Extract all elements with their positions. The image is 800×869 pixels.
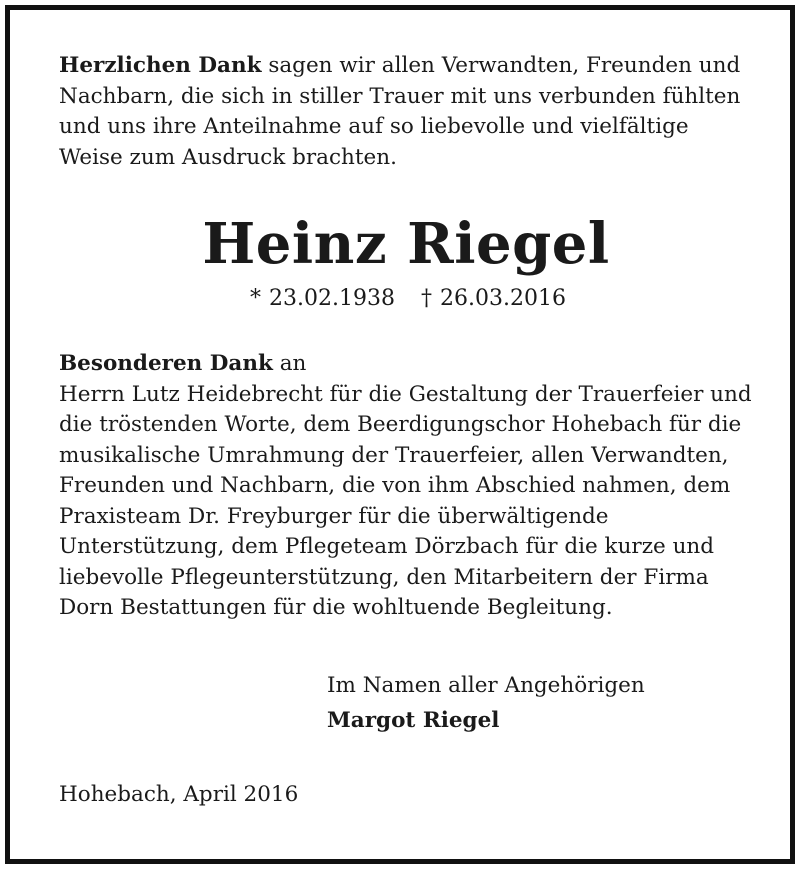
deceased-name: Heinz Riegel bbox=[202, 211, 610, 277]
special-thanks-section bbox=[59, 349, 759, 624]
intro-bold-lead: Herzlichen Dank bbox=[59, 53, 262, 78]
death-date: † 26.03.2016 bbox=[421, 286, 566, 311]
special-thanks-heading bbox=[59, 349, 759, 380]
signature-name: Margot Riegel bbox=[327, 707, 500, 733]
special-thanks-bold-lead: Besonderen Dank bbox=[59, 351, 273, 376]
signature-line: Im Namen aller Angehörigen bbox=[327, 672, 645, 698]
special-thanks-text: Herrn Lutz Heidebrecht für die Gestaltung der Trauerfeier und die tröstenden Worte, dem Beerdigungschor Hohebach für die musikalische Umrahmung der Trauerfeier, allen Verwandten, Freunden und Nachbarn, die von ihm Abschied nahmen, dem Praxisteam Dr. Freyburger für die überwältigende Unterstützung, dem Pflegeteam Dörzbach für die kurze und liebevolle Pflegeunterstützung, den Mitarbeitern der Firma Dorn Bestattungen für die wohltuende Begleitung. bbox=[59, 381, 752, 620]
notice-frame bbox=[5, 5, 795, 864]
place-date: Hohebach, April 2016 bbox=[59, 781, 299, 807]
intro-text: sagen wir allen Verwandten, Freunden und Nachbarn, die sich in stiller Trauer mit uns verbunden fühlten und uns ihre Anteilnahme auf so liebevolle und vielfältige Weise zum Ausdruck brachten. bbox=[59, 53, 741, 170]
signature-block bbox=[327, 668, 759, 738]
special-thanks-lead-suffix: an bbox=[272, 351, 307, 376]
life-dates bbox=[59, 285, 759, 313]
intro-paragraph bbox=[59, 51, 759, 173]
notice-content bbox=[59, 51, 759, 810]
birth-date: * 23.02.1938 bbox=[250, 286, 395, 311]
